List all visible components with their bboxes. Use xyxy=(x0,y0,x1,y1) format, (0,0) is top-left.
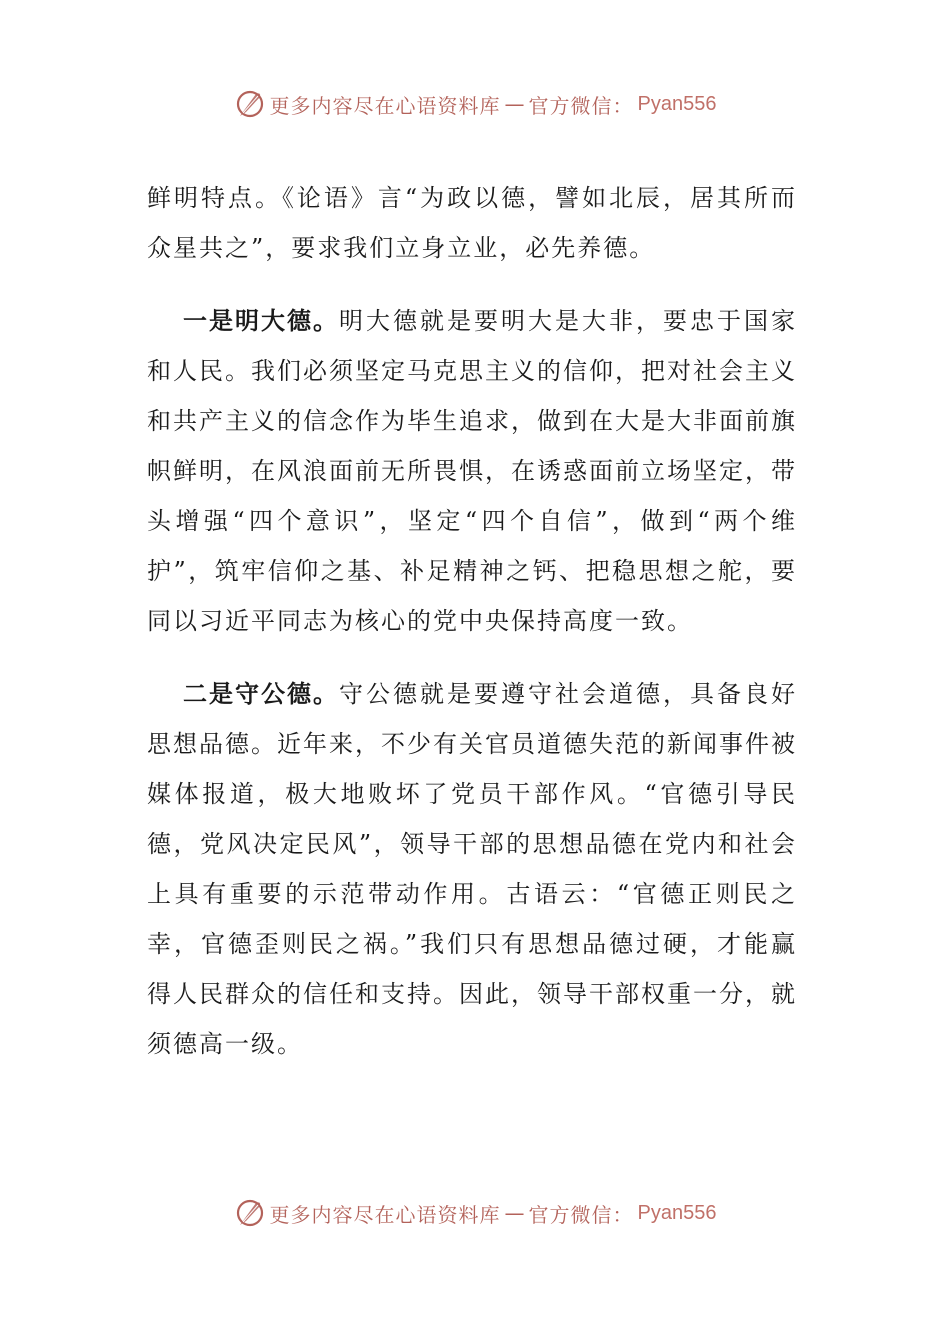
banner-text: 更多内容尽在心语资料库 xyxy=(269,93,501,118)
banner-separator: — xyxy=(504,1201,525,1225)
paragraph-ming-da-de xyxy=(147,296,797,646)
banner-text: 更多内容尽在心语资料库 xyxy=(269,1202,501,1227)
banner-wechat-label: 官方微信： xyxy=(528,93,634,118)
paragraph-text: 守公德就是要遵守社会道德，具备良好思想品德。近年来，不少有关官员道德失范的新闻事件被媒体报道，极大地败坏了党员干部作风。“官德引导民德，党风决定民风”，领导干部的思想品德在党内和社会上具有重要的示范带动作用。古语云：“官德正则民之幸，官德歪则民之祸。”我们只有思想品德过硬，才能赢得人民群众的信任和支持。因此，领导干部权重一分，就须德高一级。 xyxy=(147,680,797,1058)
banner-handle: Pyan556 xyxy=(637,92,717,115)
paragraph-heading: 一是明大德。 xyxy=(183,306,339,335)
quill-logo-icon xyxy=(234,88,266,120)
document-body xyxy=(147,173,797,1069)
banner-handle: Pyan556 xyxy=(637,1201,717,1224)
banner-separator: — xyxy=(504,92,525,116)
header-banner xyxy=(0,84,950,124)
quill-logo-icon xyxy=(234,1197,266,1229)
paragraph-text: 鲜明特点。《论语》言“为政以德，譬如北辰，居其所而众星共之”，要求我们立身立业，必先养德。 xyxy=(147,184,797,262)
banner-wechat-label: 官方微信： xyxy=(528,1202,634,1227)
paragraph-text: 明大德就是要明大是大非，要忠于国家和人民。我们必须坚定马克思主义的信仰，把对社会主义和共产主义的信念作为毕生追求，做到在大是大非面前旗帜鲜明，在风浪面前无所畏惧，在诱惑面前立场坚定，带头增强“四个意识”，坚定“四个自信”，做到“两个维护”，筑牢信仰之基、补足精神之钙、把稳思想之舵，要同以习近平同志为核心的党中央保持高度一致。 xyxy=(147,307,797,635)
footer-banner xyxy=(0,1193,950,1233)
paragraph-intro xyxy=(147,173,797,273)
paragraph-heading: 二是守公德。 xyxy=(183,679,339,708)
paragraph-shou-gong-de xyxy=(147,669,797,1069)
